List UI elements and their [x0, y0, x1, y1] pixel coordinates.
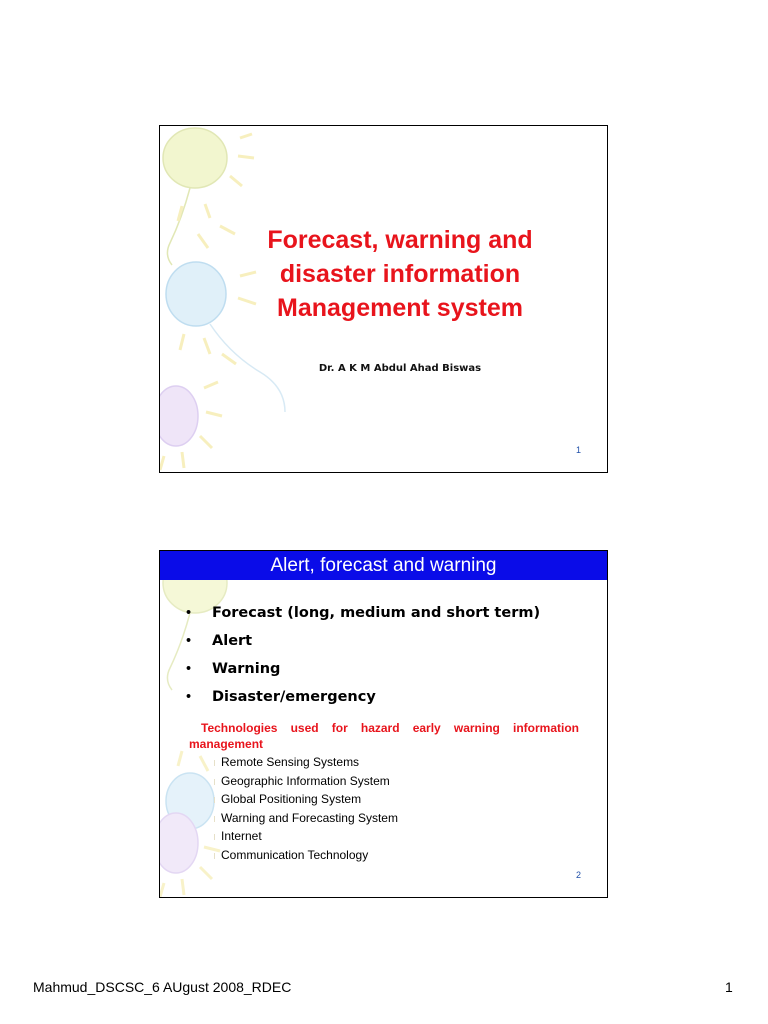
list-item: Remote Sensing Systems — [214, 753, 398, 772]
slide-1-title — [200, 223, 600, 325]
title-line: Management system — [277, 294, 523, 322]
page-footer-text: Mahmud_DSCSC_6 AUgust 2008_RDEC — [33, 979, 292, 995]
list-item: • Disaster/emergency — [186, 683, 540, 711]
list-item: • Forecast (long, medium and short term) — [186, 599, 540, 627]
list-item: Warning and Forecasting System — [214, 809, 398, 828]
slide-2-header: Alert, forecast and warning — [160, 551, 607, 580]
slide-2 — [159, 550, 608, 898]
technologies-list — [214, 753, 398, 865]
title-line: Forecast, warning and — [267, 226, 533, 254]
list-item: Internet — [214, 827, 398, 846]
title-line: disaster information — [279, 260, 521, 288]
list-item: • Warning — [186, 655, 540, 683]
list-item: Communication Technology — [214, 846, 398, 865]
page-number: 1 — [725, 979, 733, 995]
slide-number: 1 — [576, 445, 582, 455]
list-item: Geographic Information System — [214, 772, 398, 791]
slide-number: 2 — [576, 870, 582, 880]
slide-1 — [159, 125, 608, 473]
bullet-list — [186, 599, 540, 711]
technologies-heading: Technologies used for hazard early warning information management — [189, 721, 579, 751]
author-name: Dr. A K M Abdul Ahad Biswas — [318, 363, 482, 374]
list-item: Global Positioning System — [214, 790, 398, 809]
list-item: • Alert — [186, 627, 540, 655]
